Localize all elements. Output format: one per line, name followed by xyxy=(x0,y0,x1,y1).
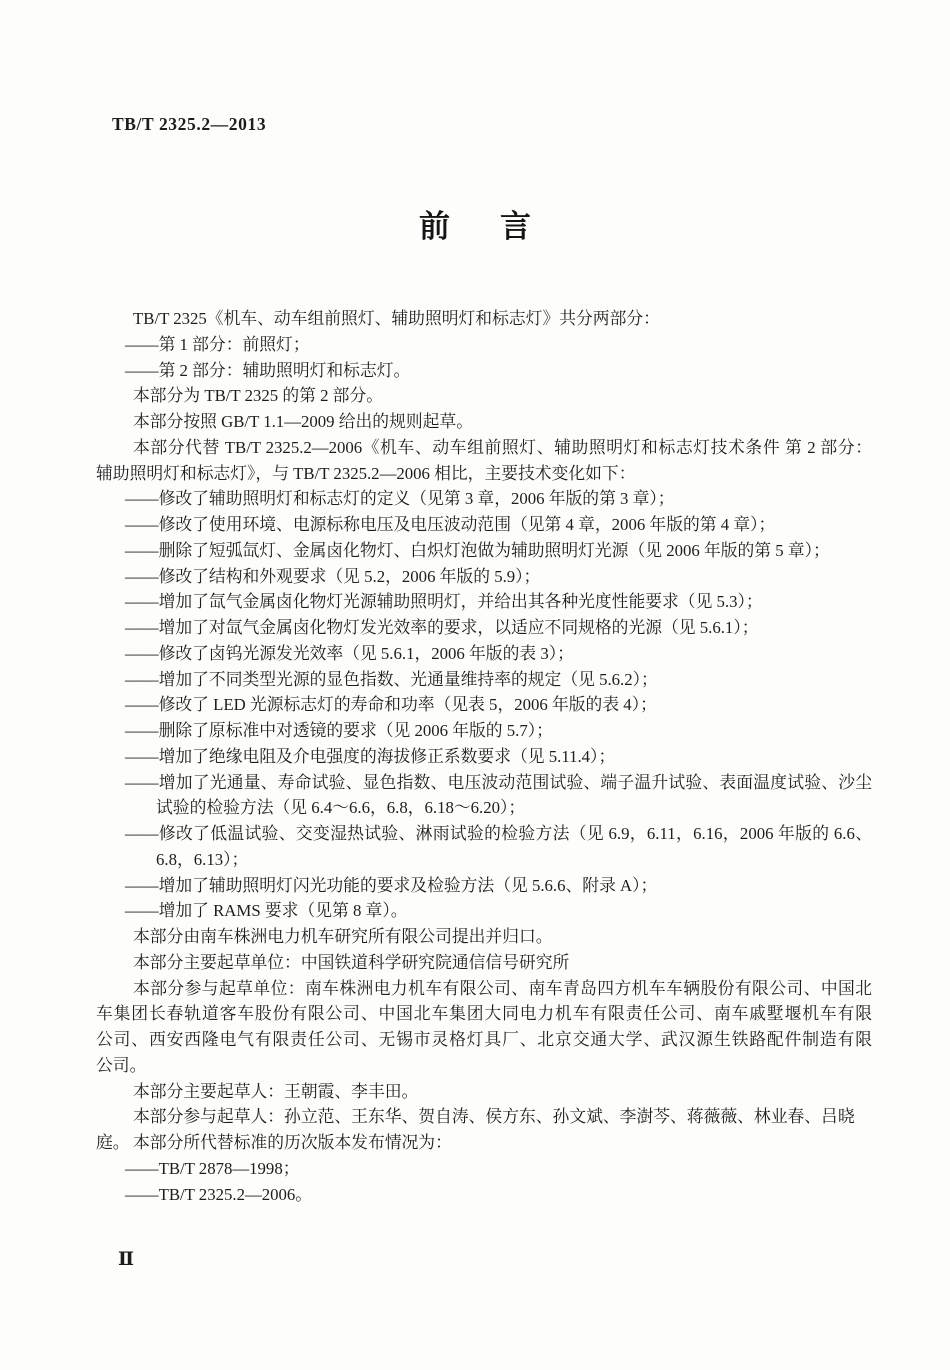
text-line: 本部分主要起草单位：中国铁道科学研究院通信信号研究所 xyxy=(133,952,570,972)
text-line: 本部分参与起草单位：南车株洲电力机车有限公司、南车青岛四方机车车辆股份有限公司、中国北 xyxy=(133,978,872,998)
text-line: ——TB/T 2878—1998； xyxy=(125,1158,300,1178)
standard-number: TB/T 2325.2—2013 xyxy=(112,114,267,134)
text-line: ——修改了结构和外观要求（见 5.2，2006 年版的 5.9）； xyxy=(125,566,541,586)
text-line: ——TB/T 2325.2—2006。 xyxy=(125,1184,313,1204)
text-line: ——删除了短弧氙灯、金属卤化物灯、白炽灯泡做为辅助照明灯光源（见 2006 年版的第 5 章）； xyxy=(125,540,830,560)
text-line: ——增加了不同类型光源的显色指数、光通量维持率的规定（见 5.6.2）； xyxy=(125,669,658,689)
text-line: ——增加了氙气金属卤化物灯光源辅助照明灯，并给出其各种光度性能要求（见 5.3）； xyxy=(125,592,763,612)
text-line: ——删除了原标准中对透镜的要求（见 2006 年版的 5.7）； xyxy=(125,721,553,740)
text-line: 本部分按照 GB/T 1.1—2009 给出的规则起草。 xyxy=(133,412,473,431)
text-line: ——增加了光通量、寿命试验、显色指数、电压波动范围试验、端子温升试验、表面温度试验、沙尘 xyxy=(125,772,872,792)
text-line: 公司、西安西隆电气有限责任公司、无锡市灵格灯具厂、北京交通大学、武汉源生铁路配件制造有限 xyxy=(96,1030,872,1049)
text-line: ——增加了绝缘电阻及介电强度的海拔修正系数要求（见 5.11.4）； xyxy=(125,746,616,766)
text-line: ——增加了辅助照明灯闪光功能的要求及检验方法（见 5.6.6、附录 A）； xyxy=(125,875,658,895)
text-line: 本部分主要起草人：王朝霞、李丰田。 xyxy=(133,1081,419,1101)
text-line: ——修改了 LED 光源标志灯的寿命和功率（见表 5，2006 年版的表 4）； xyxy=(125,695,657,715)
text-line: 试验的检验方法（见 6.4～6.6，6.8，6.18～6.20）； xyxy=(156,798,526,818)
text-line: ——修改了卤钨光源发光效率（见 5.6.1，2006 年版的表 3）； xyxy=(125,643,574,663)
text-line: 本部分所代替标准的历次版本发布情况为： xyxy=(133,1133,452,1152)
text-line: TB/T 2325《机车、动车组前照灯、辅助照明灯和标志灯》共分两部分： xyxy=(133,309,660,328)
text-line: ——增加了对氙气金属卤化物灯发光效率的要求，以适应不同规格的光源（见 5.6.1）； xyxy=(125,618,759,637)
text-line: 辅助照明灯和标志灯》，与 TB/T 2325.2—2006 相比，主要技术变化如下： xyxy=(96,463,636,483)
text-line: ——第 1 部分：前照灯； xyxy=(125,334,310,354)
text-line: ——修改了使用环境、电源标称电压及电压波动范围（见第 4 章，2006 年版的第 4 章）； xyxy=(125,515,776,534)
page-title-char-1: 前 xyxy=(419,209,450,244)
page-title xyxy=(0,205,950,249)
text-line: 本部分为 TB/T 2325 的第 2 部分。 xyxy=(133,386,384,406)
text-line: ——增加了 RAMS 要求（见第 8 章）。 xyxy=(125,901,408,921)
body-lines xyxy=(96,306,872,1207)
text-line: ——第 2 部分：辅助照明灯和标志灯。 xyxy=(125,360,411,380)
text-line: 本部分代替 TB/T 2325.2—2006《机车、动车组前照灯、辅助照明灯和标志灯技术条件 第 2 部分： xyxy=(133,437,872,457)
text-line: 本部分由南车株洲电力机车研究所有限公司提出并归口。 xyxy=(133,927,553,946)
page-title-char-2: 言 xyxy=(500,209,531,244)
text-line: 6.8，6.13）； xyxy=(156,849,249,869)
text-line: ——修改了辅助照明灯和标志灯的定义（见第 3 章，2006 年版的第 3 章）； xyxy=(125,489,675,509)
text-line: ——修改了低温试验、交变湿热试验、淋雨试验的检验方法（见 6.9，6.11，6.16，2006 年版的 6.6、 xyxy=(125,824,872,843)
text-line: 公司。 xyxy=(96,1055,147,1075)
text-line: 车集团长春轨道客车股份有限公司、中国北车集团大同电力机车有限责任公司、南车戚墅堰机车有限 xyxy=(96,1004,872,1024)
text-line: 本部分参与起草人：孙立范、王东华、贺自涛、侯方东、孙文斌、李澍芩、蒋薇薇、林业春、吕晓庭。 xyxy=(96,1107,855,1152)
page-number: Ⅱ xyxy=(118,1248,135,1270)
